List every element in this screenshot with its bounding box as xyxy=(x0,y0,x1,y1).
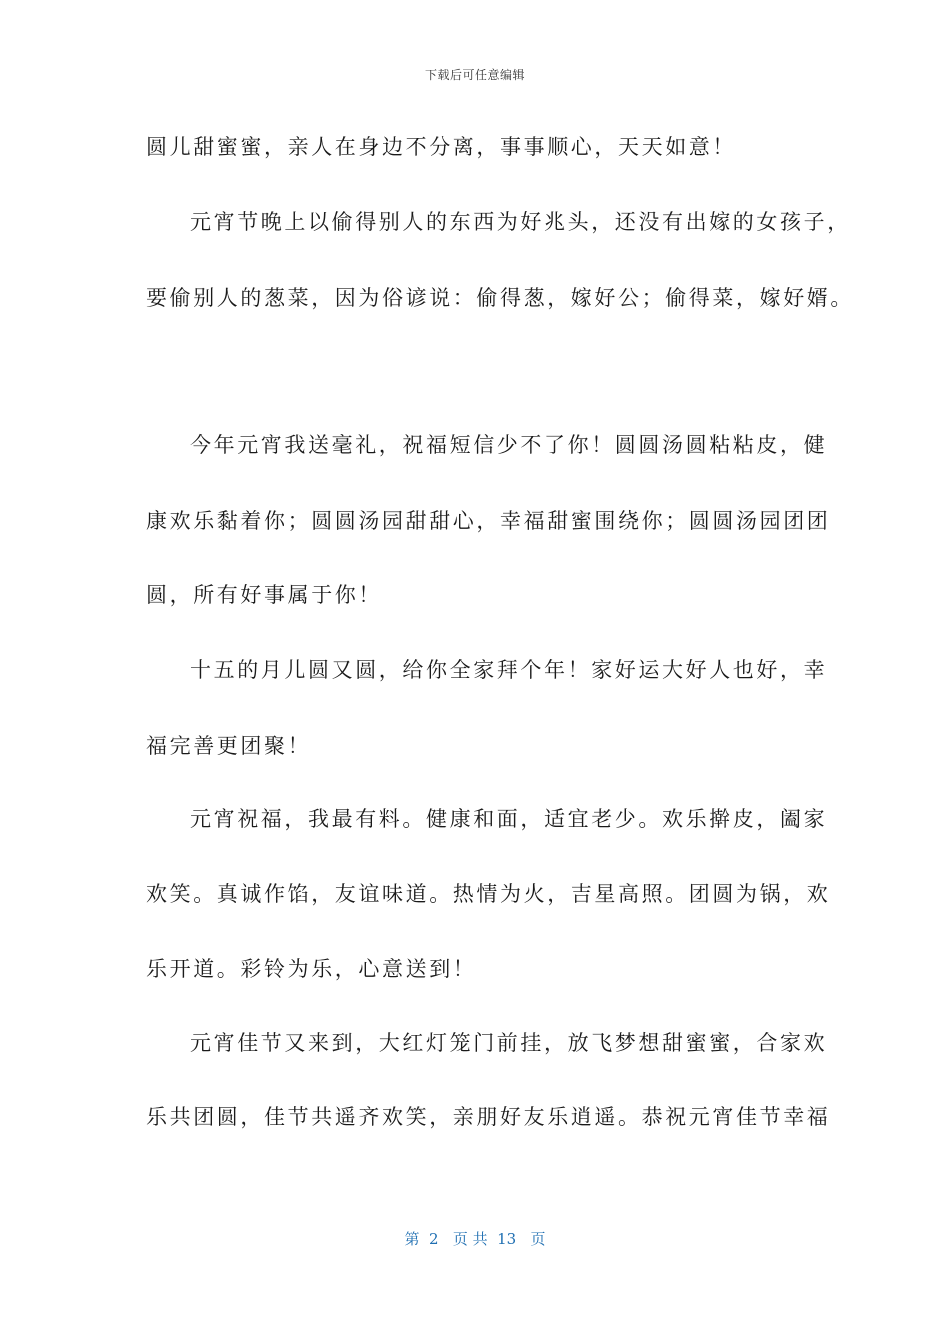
text-line: 康欢乐黏着你；圆圆汤园甜甜心，幸福甜蜜围绕你；圆圆汤园团团 xyxy=(146,509,831,533)
paragraph-line: 十五的月儿圆又圆，给你全家拜个年！家好运大好人也好，幸 xyxy=(190,658,828,682)
page-number-footer: 第 2 页 共 13 页 xyxy=(404,1230,546,1248)
text-line: 福完善更团聚！ xyxy=(146,734,312,758)
text-line: 乐开道。彩铃为乐，心意送到！ xyxy=(146,957,477,981)
paragraph-line: 元宵祝福，我最有料。健康和面，适宜老少。欢乐擀皮，阖家 xyxy=(190,807,828,831)
text-line: 圆儿甜蜜蜜，亲人在身边不分离，事事顺心，天天如意！ xyxy=(146,135,736,159)
paragraph-line: 元宵佳节又来到，大红灯笼门前挂，放飞梦想甜蜜蜜，合家欢 xyxy=(190,1031,828,1055)
text-line: 要偷别人的葱菜，因为俗谚说：偷得葱，嫁好公；偷得菜，嫁好婿。 xyxy=(146,286,854,310)
text-line: 圆，所有好事属于你！ xyxy=(146,583,382,607)
paragraph-line: 今年元宵我送毫礼，祝福短信少不了你！圆圆汤圆粘粘皮，健 xyxy=(190,433,828,457)
paragraph-line: 元宵节晚上以偷得别人的东西为好兆头，还没有出嫁的女孩子， xyxy=(190,210,851,234)
page-header: 下载后可任意编辑 xyxy=(424,68,525,82)
text-line: 乐共团圆，佳节共遥齐欢笑，亲朋好友乐逍遥。恭祝元宵佳节幸福 xyxy=(146,1105,831,1129)
text-line: 欢笑。真诚作馅，友谊味道。热情为火，吉星高照。团圆为锅，欢 xyxy=(146,882,831,906)
